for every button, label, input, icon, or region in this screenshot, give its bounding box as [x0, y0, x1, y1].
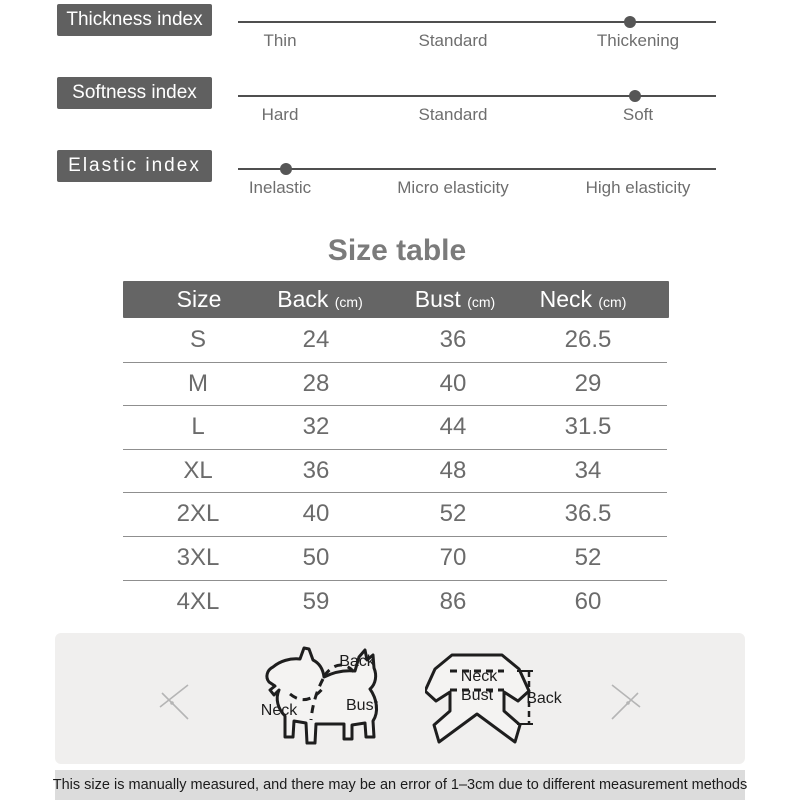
table-row — [123, 492, 669, 536]
index-scale-line — [238, 95, 716, 97]
table-row — [123, 449, 669, 493]
cell-back: 40 — [302, 500, 330, 528]
cell-bust: 40 — [439, 369, 467, 397]
cell-back: 24 — [302, 326, 330, 353]
column-header-bust — [415, 281, 495, 318]
cell-bust: 48 — [439, 456, 467, 484]
cell-back: 36 — [302, 456, 330, 484]
cell-neck: 36.5 — [564, 500, 612, 528]
index-label-box: Thickness index — [57, 4, 212, 36]
column-unit: (cm) — [334, 294, 363, 310]
cell-bust: 44 — [439, 413, 467, 441]
scale-option: Inelastic — [248, 178, 312, 197]
garment-neck-label: Neck — [460, 668, 498, 685]
next-arrow-icon[interactable] — [609, 682, 645, 722]
scale-option: High elasticity — [585, 178, 691, 197]
table-row — [123, 536, 669, 580]
column-name: Size — [176, 286, 222, 312]
index-scale-line — [238, 168, 716, 170]
cell-back: 32 — [302, 413, 330, 441]
index-label-box: Elastic index — [57, 150, 212, 182]
cell-neck: 29 — [574, 369, 602, 397]
garment-bust-label: Bust — [460, 687, 494, 704]
scale-option: Thin — [263, 31, 297, 50]
cell-size: L — [191, 413, 205, 441]
disclaimer-bar — [52, 770, 748, 800]
scale-option: Soft — [622, 105, 654, 124]
cell-size: XL — [183, 456, 213, 484]
size-table-title: Size table — [327, 234, 467, 267]
column-name: Neck — [539, 286, 593, 312]
column-header-neck — [540, 281, 627, 318]
column-unit: (cm) — [467, 294, 496, 310]
index-label-box: Softness index — [57, 77, 212, 109]
index-scale-dot — [280, 163, 292, 175]
dog-bust-label: Bust — [345, 697, 379, 714]
cell-bust: 86 — [439, 587, 467, 615]
index-scale-line — [238, 21, 716, 23]
table-row — [123, 318, 669, 362]
garment-back-label: Back — [526, 690, 562, 707]
scale-option: Hard — [261, 105, 299, 124]
cell-neck: 52 — [574, 544, 602, 571]
cell-size: 2XL — [176, 500, 220, 528]
column-unit: (cm) — [598, 294, 627, 310]
cell-bust: 70 — [439, 544, 467, 571]
table-row — [123, 580, 669, 624]
index-scale-dot — [624, 16, 636, 28]
cell-size: 3XL — [176, 544, 220, 571]
cell-neck: 31.5 — [564, 413, 612, 441]
column-header-size — [177, 281, 222, 318]
column-name: Bust — [414, 286, 461, 312]
scale-option: Thickening — [596, 31, 680, 50]
scale-option: Micro elasticity — [397, 178, 509, 197]
index-scale-dot — [629, 90, 641, 102]
column-name: Back — [277, 286, 329, 312]
cell-back: 28 — [302, 369, 330, 397]
cell-size: M — [188, 369, 208, 397]
table-row — [123, 405, 669, 449]
table-row — [123, 362, 669, 406]
scale-option: Standard — [418, 105, 488, 124]
dog-neck-label: Neck — [260, 702, 298, 719]
dog-back-label: Back — [339, 653, 375, 670]
scale-option: Standard — [418, 31, 488, 50]
cell-size: 4XL — [176, 587, 220, 615]
cell-bust: 36 — [439, 326, 467, 353]
cell-bust: 52 — [439, 500, 467, 528]
disclaimer-text: This size is manually measured, and there may be an error of 1–3cm due to different measurement methods — [52, 777, 748, 793]
column-header-back — [277, 281, 363, 318]
prev-arrow-icon[interactable] — [155, 682, 191, 722]
cell-size: S — [189, 326, 207, 353]
cell-neck: 34 — [574, 456, 602, 484]
cell-neck: 60 — [574, 587, 602, 615]
cell-back: 59 — [302, 587, 330, 615]
cell-neck: 26.5 — [564, 326, 612, 353]
size-table-header — [123, 281, 669, 318]
cell-back: 50 — [302, 544, 330, 571]
